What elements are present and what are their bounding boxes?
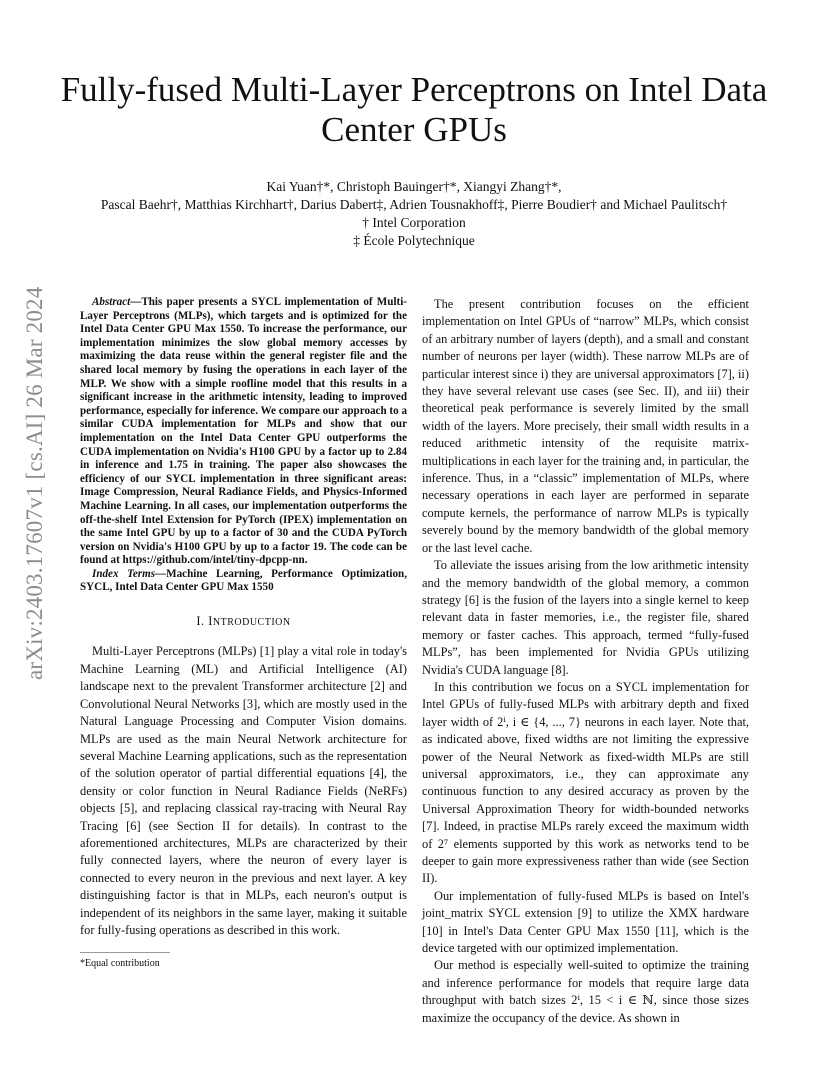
abstract-label: Abstract — [92, 296, 131, 308]
body-paragraph-5: Our method is especially well-suited to optimize the training and inference performance for models that require large data throughput with batch sizes 2ⁱ, 15 < i ∈ ℕ, since those sizes maximize the occupancy of the device. As shown in — [422, 958, 749, 1025]
section-title-first: I — [208, 614, 213, 629]
author-line-2: Pascal Baehr†, Matthias Kirchhart†, Darius Dabert‡, Adrien Tousnakhoff‡, Pierre Boudier† and Michael Paulitsch† — [100, 197, 728, 212]
footnote-equal-contribution: *Equal contribution — [80, 958, 160, 969]
affiliation-intel: † Intel Corporation — [362, 215, 466, 230]
footnote-divider — [80, 952, 170, 953]
index-terms-text: —Machine Learning, Performance Optimization, SYCL, Intel Data Center GPU Max 1550 — [80, 567, 407, 594]
body-paragraph-3: In this contribution we focus on a SYCL implementation for Intel GPUs of fully-fused MLPs with arbitrary depth and fixed layer width of 2ⁱ, i ∈ {4, ..., 7} neurons in each layer. Note that, as indicated above, fixed widths are not limiting the expressive power of the Neural Network as fixed-width MLPs are still universal approximators, i.e., they can approximate any continuous function to any desired accuracy as proven by the Universal Approximation Theory for width-bounded networks [7]. Indeed, in practise MLPs rarely exceed the maximum width of 2⁷ elements supported by this work as networks tend to be deeper to gain more expressiveness rather than wide (see Section II). — [422, 679, 749, 886]
body-paragraph-4: Our implementation of fully-fused MLPs is based on Intel's joint_matrix SYCL extension [9] to utilize the XMX hardware [10] in Intel's Data Center GPU Max 1550 [11], which is the device targeted with our optimized implementation. — [422, 888, 749, 956]
abstract-text: —This paper presents a SYCL implementation of Multi-Layer Perceptrons (MLPs), which targets and is optimized for the Intel Data Center GPU Max 1550. To increase the performance, our implementation minimizes the slow global memory accesses by maximizing the data reuse within the general register file and the shared local memory by fusing the operations in each layer of the MLP. We show with a simple roofline model that this results in a significant increase in the arithmetic intensity, leading to improved performance, especially for inference. We compare our approach to a similar CUDA implementation for MLPs and show that our implementation on the Intel Data Center GPU outperforms the CUDA implementation on Nvidia's H100 GPU by a factor up to 2.84 in inference and 1.75 in training. The paper also showcases the efficiency of our SYCL implementation in three significant areas: Image Compression, Neural Radiance Fields, and Physics-Informed Machine Learning. In all cases, our implementation outperforms the off-the-shelf Intel Extension for PyTorch (IPEX) implementation on the same Intel GPU by up to a factor of 30 and the CUDA PyTorch version on Nvidia's H100 GPU by up to a factor 19. The code can be found at https://github.com/intel/tiny-dpcpp-nn. — [80, 296, 407, 567]
index-terms-label: Index Terms — [92, 567, 156, 580]
author-line-1: Kai Yuan†*, Christoph Bauinger†*, Xiangyi Zhang†*, — [266, 179, 562, 194]
body-paragraph-2: To alleviate the issues arising from the low arithmetic intensity and the memory bandwidth of the global memory, a common strategy [6] is the fusion of the layers into a single kernel to keep relevant data in faster memories, i.e., the register file, shared memory or faster caches. This approach, termed “fully-fused MLPs”, has been implemented for Nvidia GPUs utilizing Nvidia's CUDA language [8]. — [422, 558, 749, 677]
section-title-rest: NTRODUCTION — [212, 617, 291, 629]
section-number: I. — [196, 614, 205, 629]
left-column — [80, 296, 407, 939]
section-heading-introduction — [80, 613, 407, 631]
page-title: Fully-fused Multi-Layer Perceptrons on Intel Data Center GPUs — [60, 70, 768, 149]
body-paragraph-1: The present contribution focuses on the efficient implementation on Intel GPUs of “narrow” MLPs, which consist of an arbitrary number of layers (depth), and a small and constant number of neurons per layer (width). These narrow MLPs are of particular interest since i) they are universal approximators [7], ii) they have several relevant use cases (see Sec. II), and iii) their theoretical peak performance is severely limited by the small width of the layers. More precisely, their small width results in a reduced arithmetic intensity of the requisite matrix-multiplications in each layer for the training and, in particular, the inference. Thus, in a “classic” implementation of MLPs, where necessary operations in each layer are performed in separate compute kernels, the performance of narrow MLPs is typically severely bound by the memory bandwidth of the global memory or the last level cache. — [422, 297, 749, 555]
abstract — [80, 296, 407, 568]
intro-paragraph-1: Multi-Layer Perceptrons (MLPs) [1] play a vital role in today's Machine Learning (ML) and Artificial Intelligence (AI) landscape next to the prevalent Transformer architecture [2] and Convolutional Neural Networks [3], which are mostly used in the Natural Language Processing and Computer Vision domains. MLPs are used as the main Neural Network architecture for several Machine Learning applications, such as the representation of the solution operator of partial differential equations [4], the density or color function in Neural Radiance Fields (NeRFs) objects [5], and replacing classical ray-tracing with Neural Ray Tracing [6] (see Section II for details). In contrast to the aforementioned architectures, MLPs are characterized by their fully connected layers, where the neuron of every layer is connected to every neuron in the previous and next layer. A key distinguishing factor is that in MLPs, each neuron's output is independent of its neighbors in the same layer, making it suitable for fully-fusing operations as described in this work. — [80, 644, 407, 937]
index-terms — [80, 568, 407, 595]
affiliation-polytechnique: ‡ École Polytechnique — [353, 233, 475, 248]
author-block — [30, 178, 798, 250]
right-column — [422, 296, 749, 1027]
arxiv-identifier: arXiv:2403.17607v1 [cs.AI] 26 Mar 2024 — [22, 286, 47, 680]
